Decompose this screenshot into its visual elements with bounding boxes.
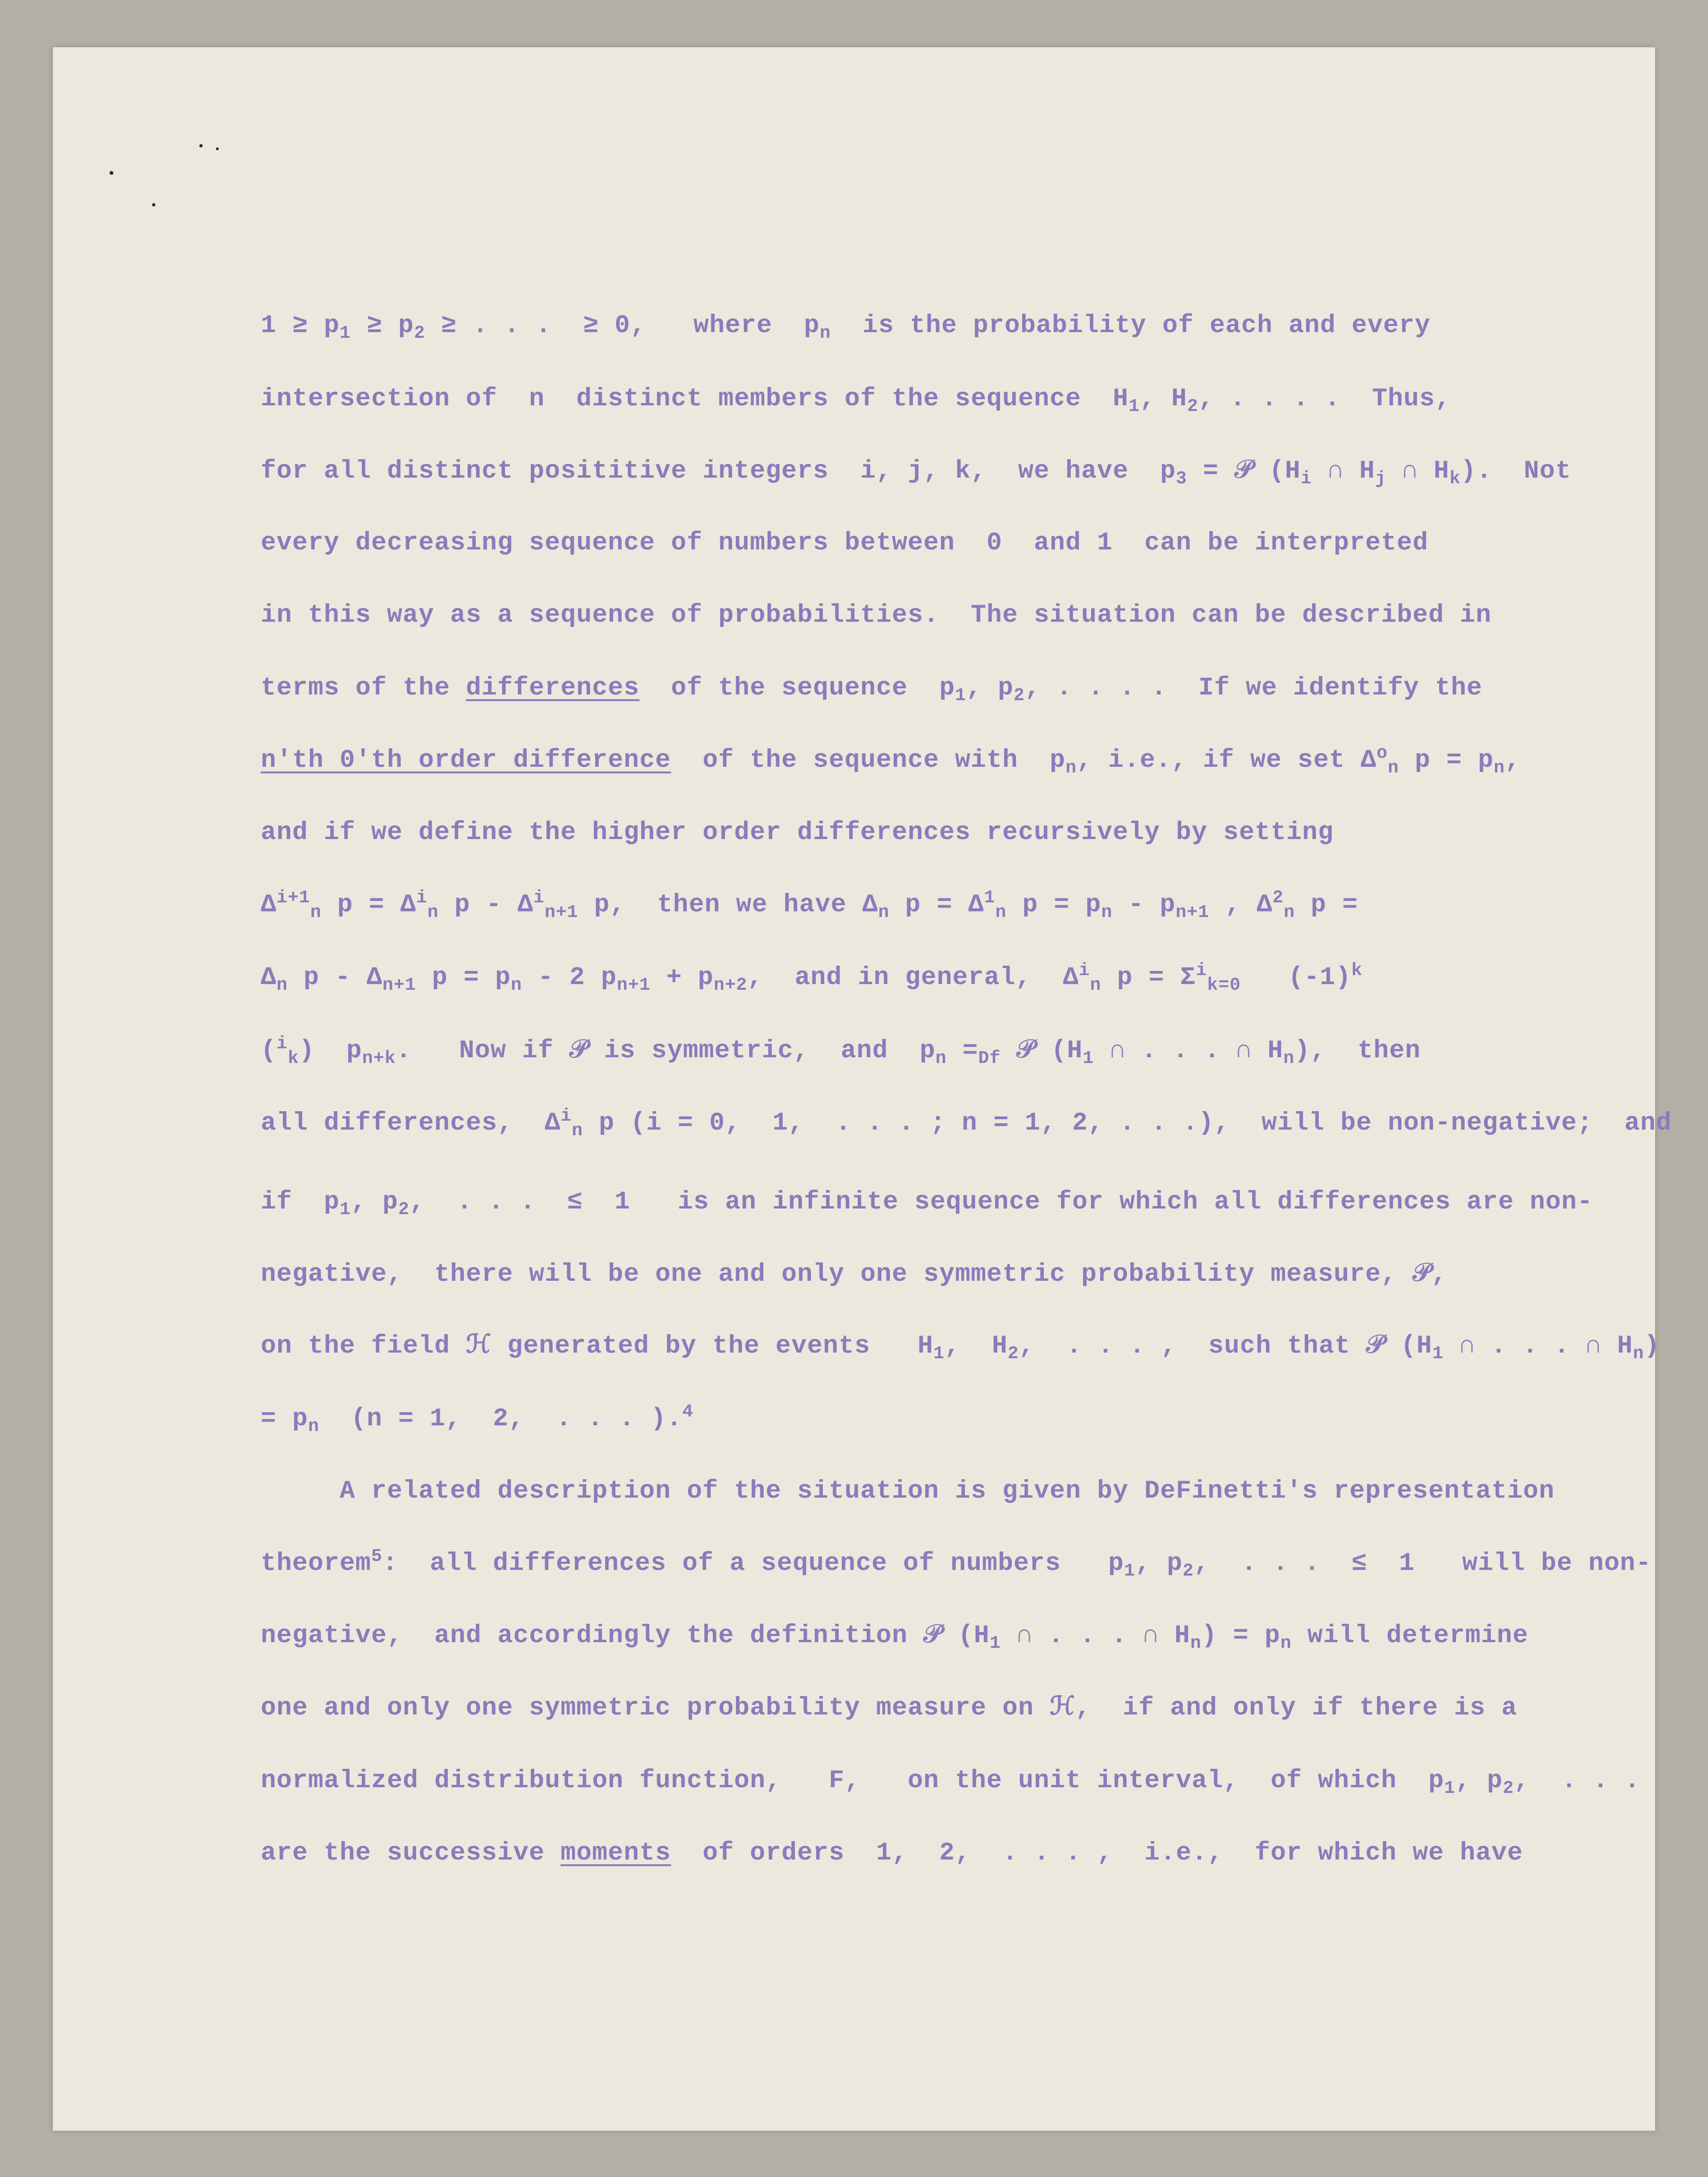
text-run: of the sequence p bbox=[639, 674, 955, 703]
text-run: for all distinct posititive integers i, j, k, we have p bbox=[261, 457, 1176, 486]
text-run: ∩ . . . ∩ H bbox=[1094, 1037, 1283, 1065]
text-run: , H bbox=[944, 1332, 1008, 1361]
superscript: i bbox=[1196, 960, 1207, 981]
text-run: Δ bbox=[261, 963, 277, 992]
text-run: , and in general, Δ bbox=[747, 963, 1079, 992]
text-run: , p bbox=[1455, 1766, 1503, 1795]
text-line bbox=[261, 1260, 1447, 1289]
text-run: if p bbox=[261, 1188, 340, 1217]
subscript: 1 bbox=[340, 1199, 351, 1220]
text-line bbox=[261, 674, 1483, 706]
subscript: n+1 bbox=[616, 975, 651, 995]
text-run: A related description of the situation is given by DeFinetti's representation bbox=[261, 1477, 1555, 1506]
text-run: is the probability of each and every bbox=[831, 311, 1431, 340]
text-line bbox=[261, 385, 1451, 417]
superscript: i+1 bbox=[276, 888, 310, 908]
subscript: 2 bbox=[1013, 685, 1025, 706]
subscript: 2 bbox=[1008, 1343, 1019, 1364]
text-run: p, then we have Δ bbox=[578, 891, 879, 919]
text-line bbox=[261, 1034, 1421, 1069]
text-run: theorem bbox=[261, 1549, 371, 1578]
text-run: . Now if 𝒫 is symmetric, and p bbox=[396, 1037, 936, 1065]
text-line bbox=[261, 529, 1428, 557]
superscript: i bbox=[533, 888, 545, 908]
text-run: p (i = 0, 1, . . . ; n = 1, 2, . . .), will be non-negative; and bbox=[583, 1109, 1672, 1138]
subscript: 1 bbox=[990, 1633, 1001, 1654]
text-line bbox=[261, 743, 1521, 778]
text-run: ( bbox=[261, 1037, 277, 1065]
text-run: - 2 p bbox=[522, 963, 617, 992]
text-run: p = p bbox=[416, 963, 511, 992]
text-run: , H bbox=[1140, 385, 1187, 413]
text-line bbox=[261, 1766, 1640, 1799]
subscript: n bbox=[1065, 757, 1077, 778]
subscript: k bbox=[288, 1048, 299, 1069]
text-run: 1 ≥ p bbox=[261, 311, 340, 340]
subscript: i bbox=[1300, 468, 1312, 489]
underlined-term: differences bbox=[466, 674, 640, 703]
text-run: ∩ . . . ∩ H bbox=[1000, 1621, 1190, 1650]
subscript: n bbox=[935, 1048, 947, 1069]
text-run: , p bbox=[350, 1188, 399, 1217]
superscript: i bbox=[1078, 960, 1090, 981]
subscript: 1 bbox=[1124, 1560, 1136, 1581]
text-run: , bbox=[1505, 746, 1521, 775]
text-run: negative, there will be one and only one symmetric probability measure, 𝒫, bbox=[261, 1260, 1447, 1289]
superscript: 2 bbox=[1272, 888, 1284, 908]
text-run: on the field ℋ generated by the events H bbox=[261, 1332, 933, 1361]
subscript: n bbox=[1190, 1633, 1202, 1654]
subscript: n bbox=[276, 975, 288, 995]
subscript: 2 bbox=[1503, 1778, 1514, 1799]
superscript: i bbox=[416, 888, 427, 908]
subscript: n bbox=[1633, 1343, 1644, 1364]
subscript: k bbox=[1449, 468, 1461, 489]
superscript: 4 bbox=[682, 1402, 694, 1422]
subscript: n bbox=[572, 1120, 583, 1141]
text-run: = p bbox=[261, 1405, 308, 1433]
subscript: n bbox=[1283, 902, 1295, 923]
text-run: Δ bbox=[261, 891, 277, 919]
text-line bbox=[261, 1106, 1672, 1141]
ink-speck bbox=[216, 147, 219, 150]
text-line bbox=[261, 1188, 1593, 1220]
text-run: ) = p bbox=[1201, 1621, 1281, 1650]
text-run: ∩ H bbox=[1386, 457, 1450, 486]
text-run: every decreasing sequence of numbers between 0 and 1 can be interpreted bbox=[261, 529, 1428, 557]
text-run: , . . . . Thus, bbox=[1198, 385, 1451, 413]
text-run: + p bbox=[650, 963, 714, 992]
subscript: n bbox=[511, 975, 522, 995]
text-run: one and only one symmetric probability measure on ℋ, if and only if there is a bbox=[261, 1694, 1517, 1723]
text-run: and if we define the higher order differences recursively by setting bbox=[261, 818, 1334, 847]
text-run: ). Not bbox=[1460, 457, 1571, 486]
text-run: of the sequence with p bbox=[671, 746, 1066, 775]
ink-speck bbox=[110, 171, 113, 175]
subscript: 1 bbox=[955, 685, 966, 706]
subscript: 2 bbox=[398, 1199, 410, 1220]
subscript: n bbox=[878, 902, 889, 923]
subscript: n bbox=[995, 902, 1007, 923]
underlined-term: n'th 0'th order difference bbox=[261, 746, 671, 775]
text-run: , . . . ≤ 1 will be non- bbox=[1194, 1549, 1652, 1578]
text-line bbox=[261, 1694, 1517, 1723]
subscript: n bbox=[310, 902, 322, 923]
text-run: ∩ . . . ∩ H bbox=[1443, 1332, 1633, 1361]
subscript: n+2 bbox=[713, 975, 748, 995]
subscript: 3 bbox=[1176, 468, 1187, 489]
subscript: n bbox=[1388, 757, 1399, 778]
superscript: k bbox=[1351, 960, 1363, 981]
text-run: : all differences of a sequence of numbers p bbox=[382, 1549, 1124, 1578]
text-run: = bbox=[947, 1037, 979, 1065]
text-run: p = p bbox=[1399, 746, 1494, 775]
text-line bbox=[261, 311, 1431, 343]
subscript: n+1 bbox=[382, 975, 417, 995]
superscript: i bbox=[560, 1106, 572, 1126]
superscript: 1 bbox=[984, 888, 996, 908]
subscript: n+1 bbox=[1175, 902, 1210, 923]
text-run: normalized distribution function, F, on the unit interval, of which p bbox=[261, 1766, 1444, 1795]
text-run: , i.e., if we set Δ bbox=[1076, 746, 1377, 775]
text-run: in this way as a sequence of probabilities. The situation can be described in bbox=[261, 601, 1492, 630]
text-run: , p bbox=[966, 674, 1014, 703]
text-run: all differences, Δ bbox=[261, 1109, 561, 1138]
text-line bbox=[261, 1332, 1660, 1364]
superscript: 5 bbox=[371, 1546, 383, 1567]
text-line bbox=[261, 1477, 1554, 1506]
text-line bbox=[261, 960, 1363, 995]
typed-page bbox=[53, 47, 1672, 2131]
text-run: ≥ . . . ≥ 0, where p bbox=[425, 311, 820, 340]
text-run: p = Δ bbox=[889, 891, 984, 919]
subscript: n bbox=[308, 1416, 320, 1437]
text-run: p = Δ bbox=[321, 891, 417, 919]
text-line bbox=[261, 888, 1358, 923]
subscript: 1 bbox=[340, 323, 351, 343]
text-run: , p bbox=[1135, 1549, 1183, 1578]
text-run: negative, and accordingly the definition 𝒫 (H bbox=[261, 1621, 990, 1650]
subscript: n+k bbox=[362, 1048, 396, 1069]
subscript: 1 bbox=[1083, 1048, 1094, 1069]
text-run: 𝒫 (H bbox=[1000, 1037, 1083, 1065]
text-run: , . . . ≤ 1 is an infinite sequence for which all differences are non- bbox=[409, 1188, 1593, 1217]
subscript: n bbox=[1101, 902, 1113, 923]
text-line bbox=[261, 1546, 1652, 1581]
text-run: = 𝒫 (H bbox=[1187, 457, 1301, 486]
text-run: - p bbox=[1112, 891, 1176, 919]
text-run: p - Δ bbox=[438, 891, 534, 919]
text-run: terms of the bbox=[261, 674, 466, 703]
text-run: (-1) bbox=[1241, 963, 1351, 992]
subscript: 2 bbox=[414, 323, 426, 343]
text-run: p = p bbox=[1006, 891, 1102, 919]
subscript: 1 bbox=[1444, 1778, 1456, 1799]
text-line bbox=[261, 1839, 1523, 1868]
subscript: n+1 bbox=[544, 902, 579, 923]
text-line bbox=[261, 819, 1334, 847]
text-run: , . . . . If we identify the bbox=[1025, 674, 1483, 703]
text-line bbox=[261, 601, 1492, 630]
text-line bbox=[261, 1621, 1529, 1654]
subscript: n bbox=[820, 323, 831, 343]
text-run: of orders 1, 2, . . . , i.e., for which we have bbox=[671, 1839, 1523, 1868]
text-run: p = bbox=[1295, 891, 1358, 919]
text-run: , . . . , such that 𝒫 (H bbox=[1019, 1332, 1433, 1361]
subscript: 2 bbox=[1182, 1560, 1194, 1581]
subscript: 2 bbox=[1187, 396, 1199, 417]
ink-speck bbox=[199, 144, 203, 147]
text-line bbox=[261, 457, 1571, 489]
text-run: ≥ p bbox=[350, 311, 414, 340]
text-run: are the successive bbox=[261, 1839, 561, 1868]
text-run: ) p bbox=[299, 1037, 362, 1065]
subscript: n bbox=[1283, 1048, 1295, 1069]
text-run: , Δ bbox=[1209, 891, 1272, 919]
text-run: ), then bbox=[1294, 1037, 1421, 1065]
subscript: n bbox=[1280, 1633, 1292, 1654]
text-run: will determine bbox=[1291, 1621, 1529, 1650]
subscript: j bbox=[1375, 468, 1386, 489]
superscript: i bbox=[276, 1034, 288, 1054]
ink-speck bbox=[152, 203, 155, 206]
subscript: 1 bbox=[1432, 1343, 1444, 1364]
text-run: ∩ H bbox=[1312, 457, 1375, 486]
subscript: 1 bbox=[933, 1343, 945, 1364]
subscript: 1 bbox=[1128, 396, 1140, 417]
text-run: , . . . bbox=[1514, 1766, 1640, 1795]
subscript: n bbox=[1494, 757, 1505, 778]
text-run: p = Σ bbox=[1101, 963, 1196, 992]
subscript: Df bbox=[978, 1048, 1001, 1069]
underlined-term: moments bbox=[560, 1839, 671, 1868]
text-run: p - Δ bbox=[288, 963, 383, 992]
subscript: n bbox=[1090, 975, 1102, 995]
superscript: o bbox=[1376, 743, 1388, 763]
text-line bbox=[261, 1402, 694, 1437]
text-run: ) bbox=[1644, 1332, 1660, 1361]
subscript: n bbox=[427, 902, 439, 923]
text-run: (n = 1, 2, . . . ). bbox=[319, 1405, 683, 1433]
subscript: k=0 bbox=[1207, 975, 1241, 995]
text-run: intersection of n distinct members of the sequence H bbox=[261, 385, 1129, 413]
